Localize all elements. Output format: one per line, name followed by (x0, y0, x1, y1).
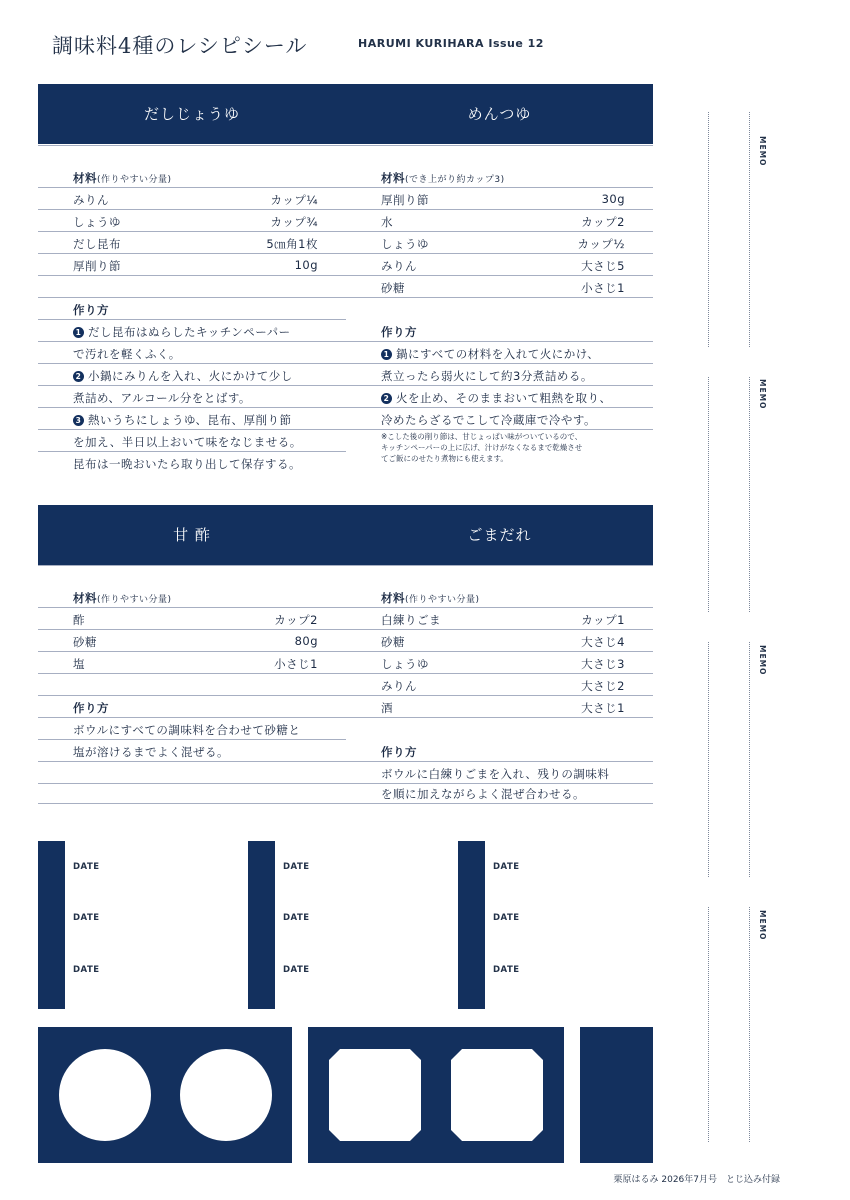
memo-label: MEMO (758, 136, 767, 167)
date-sticker-bar (248, 841, 275, 1009)
method-line: 3 熱いうちにしょうゆ、昆布、厚削り節 (38, 408, 346, 430)
method-line: を加え、半日以上おいて味をなじませる。 (38, 430, 346, 452)
blank-row (38, 782, 346, 804)
recipe-gomadare (346, 565, 653, 804)
method-line: を順に加えながらよく混ぜ合わせる。 (346, 782, 653, 804)
method-line: ボウルにすべての調味料を合わせて砂糖と (38, 718, 346, 740)
ingredient-row: みりん 大さじ2 (346, 674, 653, 696)
date-label: DATE (73, 913, 100, 923)
recipe-dashijoyu (38, 145, 346, 471)
ingredients-heading: 材料(作りやすい分量) (38, 586, 346, 608)
method-line: ボウルに白練りごまを入れ、残りの調味料 (346, 762, 653, 784)
date-label: DATE (283, 913, 310, 923)
recipe-banner-bottom (38, 505, 653, 565)
method-line: 冷めたらざるでこして冷蔵庫で冷やす。 (346, 408, 653, 430)
ingredients-heading: 材料(作りやすい分量) (346, 586, 653, 608)
method-line: 煮詰め、アルコール分をとばす。 (38, 386, 346, 408)
memo-label: MEMO (758, 645, 767, 676)
octagon-sticker (451, 1049, 543, 1141)
method-line: 昆布は一晩おいたら取り出して保存する。 (73, 457, 301, 471)
method-line: 2 小鍋にみりんを入れ、火にかけて少し (38, 364, 346, 386)
date-label: DATE (493, 862, 520, 872)
solid-sticker (580, 1027, 653, 1163)
step-number-icon: 1 (73, 327, 84, 338)
footer-credit: 栗原はるみ 2026年7月号 とじ込み付録 (613, 1175, 780, 1185)
date-label: DATE (493, 913, 520, 923)
issue-label: HARUMI KURIHARA Issue 12 (358, 37, 544, 50)
memo-label: MEMO (758, 379, 767, 410)
method-line: 2 火を止め、そのままおいて粗熱を取り、 (346, 386, 653, 408)
ingredient-row: 塩 小さじ1 (38, 652, 346, 674)
method-line: 塩が溶けるまでよく混ぜる。 (38, 740, 346, 762)
method-heading: 作り方 (38, 298, 346, 320)
memo-dotted-line (749, 112, 750, 347)
recipe-banner-top (38, 84, 653, 144)
recipe-mentsuyu (346, 145, 653, 471)
memo-dotted-line (749, 642, 750, 877)
date-sticker-bar (458, 841, 485, 1009)
memo-dotted-line (708, 377, 709, 612)
date-label: DATE (283, 862, 310, 872)
recipe-title-amazu: 甘 酢 (173, 526, 211, 544)
ingredient-row: しょうゆ カップ¾ (38, 210, 346, 232)
ingredient-row: だし昆布 5㎝角1枚 (38, 232, 346, 254)
memo-label: MEMO (758, 910, 767, 941)
memo-dotted-line (749, 377, 750, 612)
recipe-title-dashijoyu: だしじょうゆ (143, 105, 240, 123)
method-heading: 作り方 (346, 320, 653, 342)
date-label: DATE (73, 965, 100, 975)
circle-sticker (180, 1049, 272, 1141)
ingredient-row: 砂糖 大さじ4 (346, 630, 653, 652)
memo-dotted-line (708, 112, 709, 347)
blank-row (38, 674, 346, 696)
ingredient-row: 酢 カップ2 (38, 608, 346, 630)
recipe-title-mentsuyu: めんつゆ (467, 105, 532, 123)
circle-sticker (59, 1049, 151, 1141)
recipe-amazu (38, 565, 346, 804)
method-line: 1 だし昆布はぬらしたキッチンペーパー (38, 320, 346, 342)
date-label: DATE (73, 862, 100, 872)
blank-row (38, 762, 346, 784)
octagon-sticker-sheet (308, 1027, 564, 1163)
ingredient-row: 酒 大さじ1 (346, 696, 653, 718)
step-number-icon: 3 (73, 415, 84, 426)
date-label: DATE (493, 965, 520, 975)
memo-dotted-line (708, 642, 709, 877)
date-label: DATE (283, 965, 310, 975)
method-heading: 作り方 (346, 740, 653, 762)
octagon-sticker (329, 1049, 421, 1141)
circle-sticker-sheet (38, 1027, 292, 1163)
step-number-icon: 2 (381, 393, 392, 404)
method-heading: 作り方 (38, 696, 346, 718)
method-line: 煮立ったら弱火にして約3分煮詰める。 (346, 364, 653, 386)
step-number-icon: 2 (73, 371, 84, 382)
blank-row (38, 276, 346, 298)
ingredients-heading: 材料(でき上がり約カップ3) (346, 166, 653, 188)
ingredient-row: 砂糖 小さじ1 (346, 276, 653, 298)
ingredient-row: 白練りごま カップ1 (346, 608, 653, 630)
ingredient-row: みりん 大さじ5 (346, 254, 653, 276)
page-title: 調味料4種のレシピシール (52, 34, 308, 58)
ingredient-row: みりん カップ¼ (38, 188, 346, 210)
ingredient-row: 水 カップ2 (346, 210, 653, 232)
memo-dotted-line (749, 907, 750, 1142)
ingredient-row: 厚削り節 30g (346, 188, 653, 210)
recipe-note: ※こした後の削り節は、甘じょっぱい味がついているので、 キッチンペーパーの上に広げ、汁けがなくなるまで乾燥させ てご飯にのせたり煮物にも使えます。 (381, 432, 583, 463)
ingredient-row: 砂糖 80g (38, 630, 346, 652)
date-sticker-bar (38, 841, 65, 1009)
step-number-icon: 1 (381, 349, 392, 360)
method-line: 1 鍋にすべての材料を入れて火にかけ、 (346, 342, 653, 364)
ingredients-heading: 材料(作りやすい分量) (38, 166, 346, 188)
ingredient-row: しょうゆ 大さじ3 (346, 652, 653, 674)
method-line: で汚れを軽くふく。 (38, 342, 346, 364)
ingredient-row: しょうゆ カップ½ (346, 232, 653, 254)
memo-dotted-line (708, 907, 709, 1142)
recipe-title-gomadare: ごまだれ (467, 526, 532, 544)
ingredient-row: 厚削り節 10g (38, 254, 346, 276)
